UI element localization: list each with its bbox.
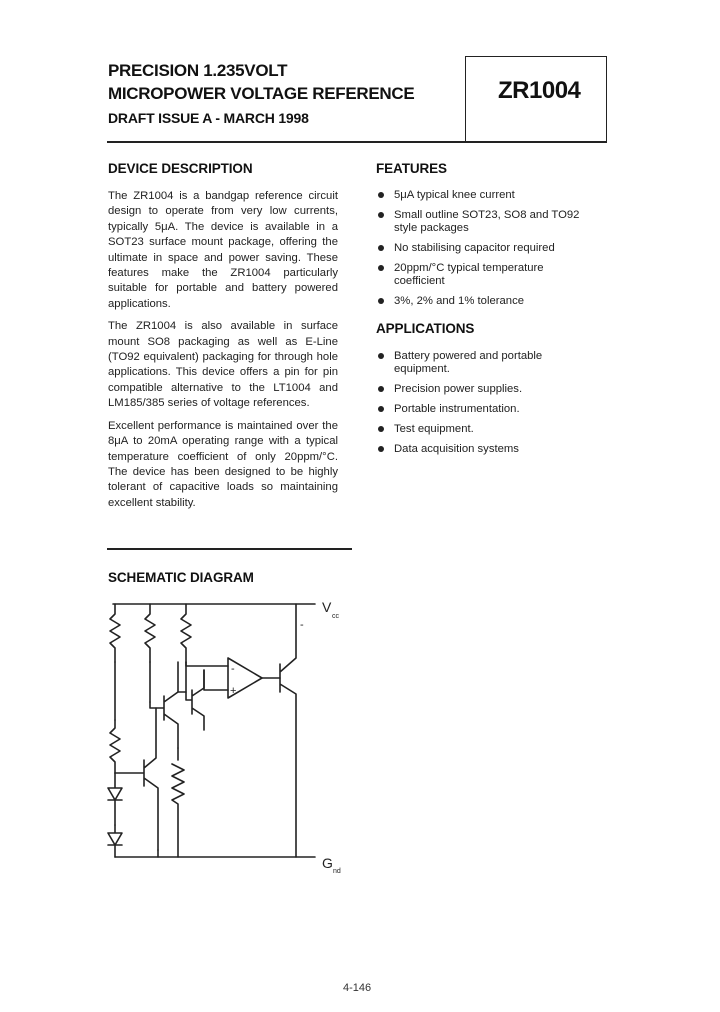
resistor-r4 [110, 720, 120, 773]
header-divider [107, 141, 607, 143]
description-paragraph-1: The ZR1004 is a bandgap reference circuit design to operate from very low currents, typically 5μA. The device is available in a SOT23 surface mount package, offering the ultimate in space and power saving. These features make the ZR1004 particularly suitable for portable and battery powered applications. [108, 190, 338, 310]
resistor-r5 [172, 748, 184, 857]
transistor-q1 [115, 708, 158, 850]
bullet-icon [378, 353, 384, 359]
bullet-icon [378, 265, 384, 271]
list-item: Test equipment. [376, 423, 586, 436]
gnd-subscript: nd [333, 868, 341, 875]
applications-heading: APPLICATIONS [376, 321, 475, 336]
list-item: Portable instrumentation. [376, 403, 586, 416]
transistor-q2 [150, 662, 178, 748]
bullet-icon [378, 245, 384, 251]
section-divider [107, 548, 352, 550]
draft-issue: DRAFT ISSUE A - MARCH 1998 [108, 110, 309, 126]
part-number: ZR1004 [498, 77, 581, 104]
opamp-minus-wire [186, 662, 228, 666]
transistor-q3 [186, 670, 204, 730]
applications-list [376, 350, 586, 463]
list-item: Data acquisition systems [376, 443, 586, 456]
resistor-r1 [110, 604, 120, 662]
opamp-minus-label: - [300, 619, 304, 631]
resistor-r2 [145, 604, 155, 662]
opamp-plus-sign: + [230, 685, 237, 697]
list-item: Small outline SOT23, SO8 and TO92 style packages [376, 209, 586, 235]
list-item: No stabilising capacitor required [376, 242, 586, 255]
resistor-r3 [181, 604, 191, 662]
bullet-icon [378, 446, 384, 452]
schematic-heading: SCHEMATIC DIAGRAM [108, 570, 254, 585]
features-list [376, 189, 586, 315]
bullet-icon [378, 386, 384, 392]
title-line-2: MICROPOWER VOLTAGE REFERENCE [108, 84, 415, 103]
description-paragraph-3: Excellent performance is maintained over the 8μA to 20mA operating range with a typical temperature coefficient of only 20ppm/°C. The device has been designed to be highly tolerant of capacitive loads so maintaining excellent stability. [108, 419, 338, 509]
device-description-heading: DEVICE DESCRIPTION [108, 161, 253, 176]
bullet-icon [378, 192, 384, 198]
bullet-icon [378, 406, 384, 412]
bullet-icon [378, 298, 384, 304]
list-item: Precision power supplies. [376, 383, 586, 396]
gnd-label: G [322, 855, 333, 871]
vcc-label: V [322, 599, 332, 615]
diode-d2 [108, 825, 122, 857]
opamp-plus-wire [204, 670, 228, 690]
list-item: 20ppm/°C typical temperature coefficient [376, 262, 586, 288]
base-link [178, 662, 186, 692]
part-number-box [465, 56, 607, 143]
bullet-icon [378, 212, 384, 218]
description-paragraph-2: The ZR1004 is also available in surface mount SO8 packaging as well as E-Line (TO92 equivalent) packaging for through hole applications. This device offers a pin for pin compatible alternative to the LT1004 and LM185/385 series of voltage references. [108, 320, 338, 410]
features-heading: FEATURES [376, 161, 447, 176]
device-description-body [108, 189, 338, 511]
page-number: 4-146 [343, 982, 372, 994]
list-item: 3%, 2% and 1% tolerance [376, 295, 586, 308]
list-item: Battery powered and portable equipment. [376, 350, 586, 376]
title-line-1: PRECISION 1.235VOLT [108, 61, 288, 80]
diode-d1 [108, 773, 122, 825]
transistor-output [280, 604, 296, 857]
list-item: 5μA typical knee current [376, 189, 586, 202]
vcc-subscript: cc [332, 613, 339, 620]
bullet-icon [378, 426, 384, 432]
opamp-minus-sign: - [231, 663, 235, 675]
schematic-diagram [100, 590, 360, 880]
